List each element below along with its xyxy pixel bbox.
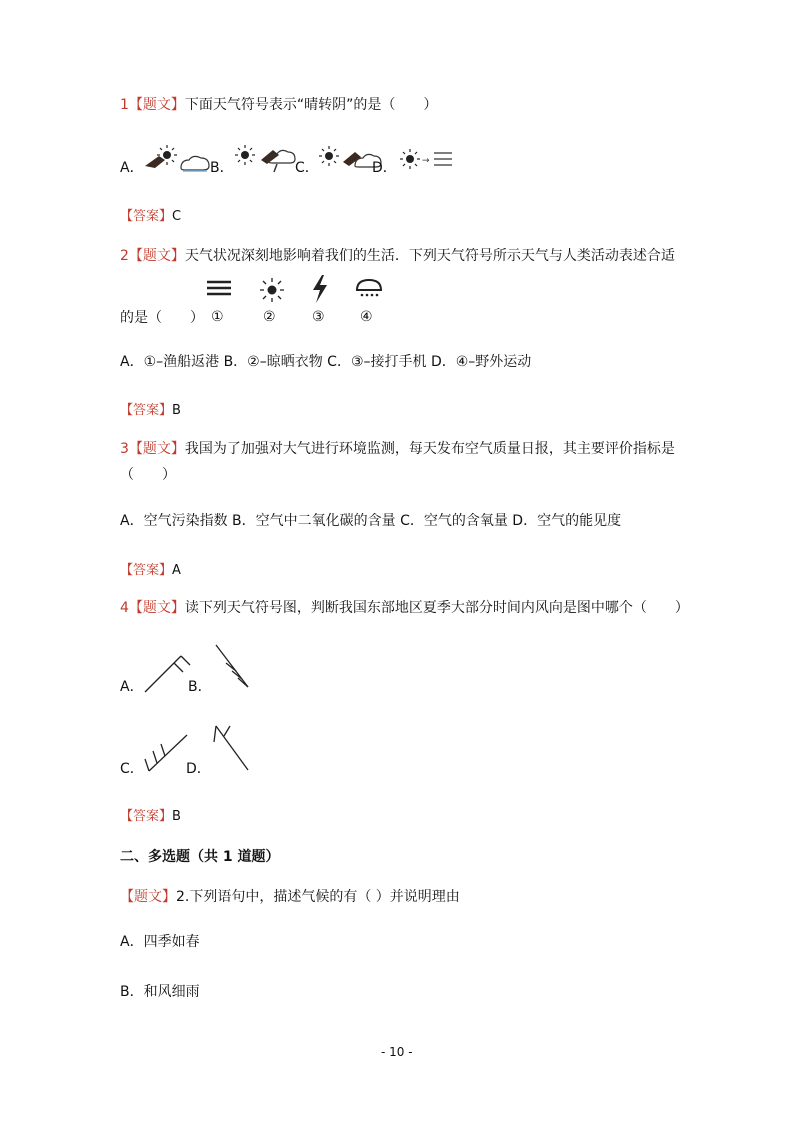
q2-answer-tag: 【答案】 bbox=[120, 403, 173, 418]
q3-stem-continued: （ ） bbox=[120, 467, 176, 483]
q2-symbol-label-4: ④ bbox=[360, 309, 373, 325]
page-number: - 10 - bbox=[381, 1045, 413, 1059]
q2-symbol-label-3: ③ bbox=[312, 309, 325, 325]
q2-text: 天气状况深刻地影响着我们的生活．下列天气符号所示天气与人类活动表述合适 bbox=[184, 248, 675, 264]
q4-answer-value: B bbox=[172, 809, 181, 824]
q1-option-b-symbol bbox=[233, 140, 298, 175]
q5-tag: 【题文】 bbox=[120, 889, 176, 905]
sun-icon bbox=[400, 149, 420, 169]
q4-option-d-label: D． bbox=[186, 761, 211, 777]
q1-option-c-label: C． bbox=[295, 160, 319, 176]
q1-option-a-symbol bbox=[143, 140, 213, 175]
wind-barb-icon bbox=[212, 722, 252, 774]
q2-symbol-label-2: ② bbox=[263, 309, 276, 325]
q3-options: A．空气污染指数 B．空气中二氧化碳的含量 C．空气的含氧量 D．空气的能见度 bbox=[120, 513, 622, 529]
q1-answer bbox=[120, 205, 181, 224]
wind-barb-icon bbox=[214, 643, 252, 691]
q4-option-c-label: C． bbox=[120, 761, 144, 777]
q2-stem-continued: 的是（ ） bbox=[120, 310, 204, 326]
q2-options: A．①–渔船返港 B．②–晾晒衣物 C．③–接打手机 D．④–野外运动 bbox=[120, 354, 532, 370]
q5-stem bbox=[120, 887, 460, 907]
q4-tag: 【题文】 bbox=[128, 600, 185, 616]
fog-icon bbox=[205, 278, 233, 300]
q3-stem bbox=[120, 439, 675, 459]
q4-option-a-label: A． bbox=[120, 679, 144, 695]
q2-symbol-label-1: ① bbox=[211, 309, 224, 325]
q4-answer bbox=[120, 805, 181, 824]
q4-text: 读下列天气符号图，判断我国东部地区夏季大部分时间内风向是图中哪个（ ） bbox=[184, 600, 689, 616]
q2-tag: 【题文】 bbox=[128, 248, 185, 264]
sun-icon bbox=[235, 145, 255, 165]
q1-option-a-label: A． bbox=[120, 160, 144, 176]
q1-option-b-label: B． bbox=[210, 160, 234, 176]
q5-text: 2.下列语句中，描述气候的有（ ）并说明理由 bbox=[176, 889, 460, 905]
lightning-icon bbox=[309, 274, 331, 304]
q1-option-d-symbol bbox=[398, 145, 456, 175]
q3-answer bbox=[120, 559, 181, 578]
q2-stem bbox=[120, 246, 675, 266]
cloud-icon bbox=[181, 156, 209, 171]
q3-text: 我国为了加强对大气进行环境监测，每天发布空气质量日报，其主要评价指标是 bbox=[184, 441, 675, 457]
q1-text: 下面天气符号表示“晴转阴”的是（ ） bbox=[184, 97, 438, 113]
arrow-icon: → bbox=[422, 156, 430, 166]
q4-number: 4 bbox=[120, 600, 129, 616]
fog-icon bbox=[434, 153, 452, 165]
q1-answer-tag: 【答案】 bbox=[120, 209, 173, 224]
q2-answer bbox=[120, 399, 181, 418]
q1-option-d-label: D． bbox=[372, 160, 397, 176]
q3-answer-tag: 【答案】 bbox=[120, 563, 173, 578]
q1-number: 1 bbox=[120, 97, 129, 113]
section-title: 二、多选题（共 1 道题） bbox=[120, 849, 280, 865]
lightning-icon bbox=[274, 164, 277, 172]
q4-answer-tag: 【答案】 bbox=[120, 809, 173, 824]
q3-number: 3 bbox=[120, 441, 129, 457]
q2-answer-value: B bbox=[172, 403, 181, 418]
q1-stem bbox=[120, 95, 437, 115]
q1-tag: 【题文】 bbox=[128, 97, 185, 113]
q3-answer-value: A bbox=[172, 563, 181, 578]
arrow-icon bbox=[145, 156, 165, 168]
q4-option-b-label: B． bbox=[188, 679, 212, 695]
wind-barb-icon bbox=[143, 650, 193, 695]
q2-number: 2 bbox=[120, 248, 129, 264]
q5-option-b: B．和风细雨 bbox=[120, 984, 200, 1000]
sun-icon bbox=[258, 276, 286, 304]
q4-stem bbox=[120, 598, 689, 618]
rain-cloud-icon bbox=[354, 278, 384, 302]
sun-icon bbox=[319, 146, 339, 166]
q5-option-a: A．四季如春 bbox=[120, 934, 200, 950]
q3-tag: 【题文】 bbox=[128, 441, 185, 457]
q1-answer-value: C bbox=[172, 209, 182, 224]
